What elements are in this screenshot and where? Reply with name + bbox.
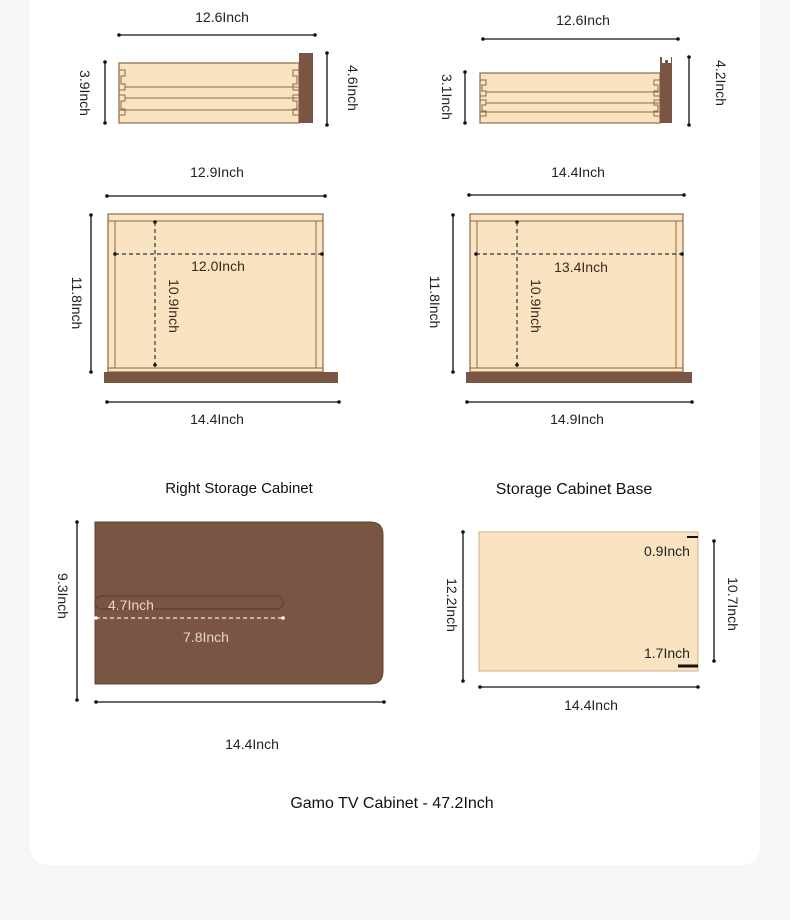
base-bottom-offset-label: 1.7Inch xyxy=(644,645,690,661)
drawer-left-inner-height-label: 3.9Inch xyxy=(77,70,93,116)
base-top-offset-label: 0.9Inch xyxy=(644,543,690,559)
frame-left-height-label: 11.8Inch xyxy=(69,276,85,330)
base-side-height-label: 10.7Inch xyxy=(725,577,741,631)
right-storage-cabinet xyxy=(55,520,386,752)
frame-left-base-width-label: 14.4Inch xyxy=(190,411,244,427)
frame-left-top-width-label: 12.9Inch xyxy=(190,164,244,180)
storage-cabinet-base-title: Storage Cabinet Base xyxy=(495,481,653,498)
frame-right xyxy=(427,164,694,427)
drawer-left xyxy=(77,9,361,127)
frame-left-inner-width-label: 12.0Inch xyxy=(191,258,245,274)
drawer-right-width-label: 12.6Inch xyxy=(556,12,610,28)
frame-left-inner-height-label: 10.9Inch xyxy=(166,279,182,333)
cabinet-slot-width-label: 4.7Inch xyxy=(108,597,154,613)
frame-right-top-width-label: 14.4Inch xyxy=(551,164,605,180)
right-storage-cabinet-title: Right Storage Cabinet xyxy=(165,480,313,497)
base-width-label: 14.4Inch xyxy=(564,697,618,713)
frame-right-height-label: 11.8Inch xyxy=(427,275,443,329)
footer-title: Gamo TV Cabinet - 47.2Inch xyxy=(290,795,494,812)
frame-right-inner-height-label: 10.9Inch xyxy=(528,279,544,333)
drawer-left-width-label: 12.6Inch xyxy=(195,9,249,25)
cabinet-width-label: 14.4Inch xyxy=(225,736,279,752)
frame-left xyxy=(69,164,341,427)
frame-right-inner-width-label: 13.4Inch xyxy=(554,259,608,275)
storage-cabinet-base xyxy=(444,530,741,713)
drawer-right-inner-height-label: 3.1Inch xyxy=(439,74,455,120)
frame-right-base-width-label: 14.9Inch xyxy=(550,411,604,427)
drawer-left-outer-height-label: 4.6Inch xyxy=(345,65,361,111)
cabinet-height-label: 9.3Inch xyxy=(55,573,71,619)
base-height-label: 12.2Inch xyxy=(444,578,460,632)
drawer-right xyxy=(439,12,729,127)
cabinet-inner-width-label: 7.8Inch xyxy=(183,629,229,645)
drawer-right-outer-height-label: 4.2Inch xyxy=(713,60,729,106)
